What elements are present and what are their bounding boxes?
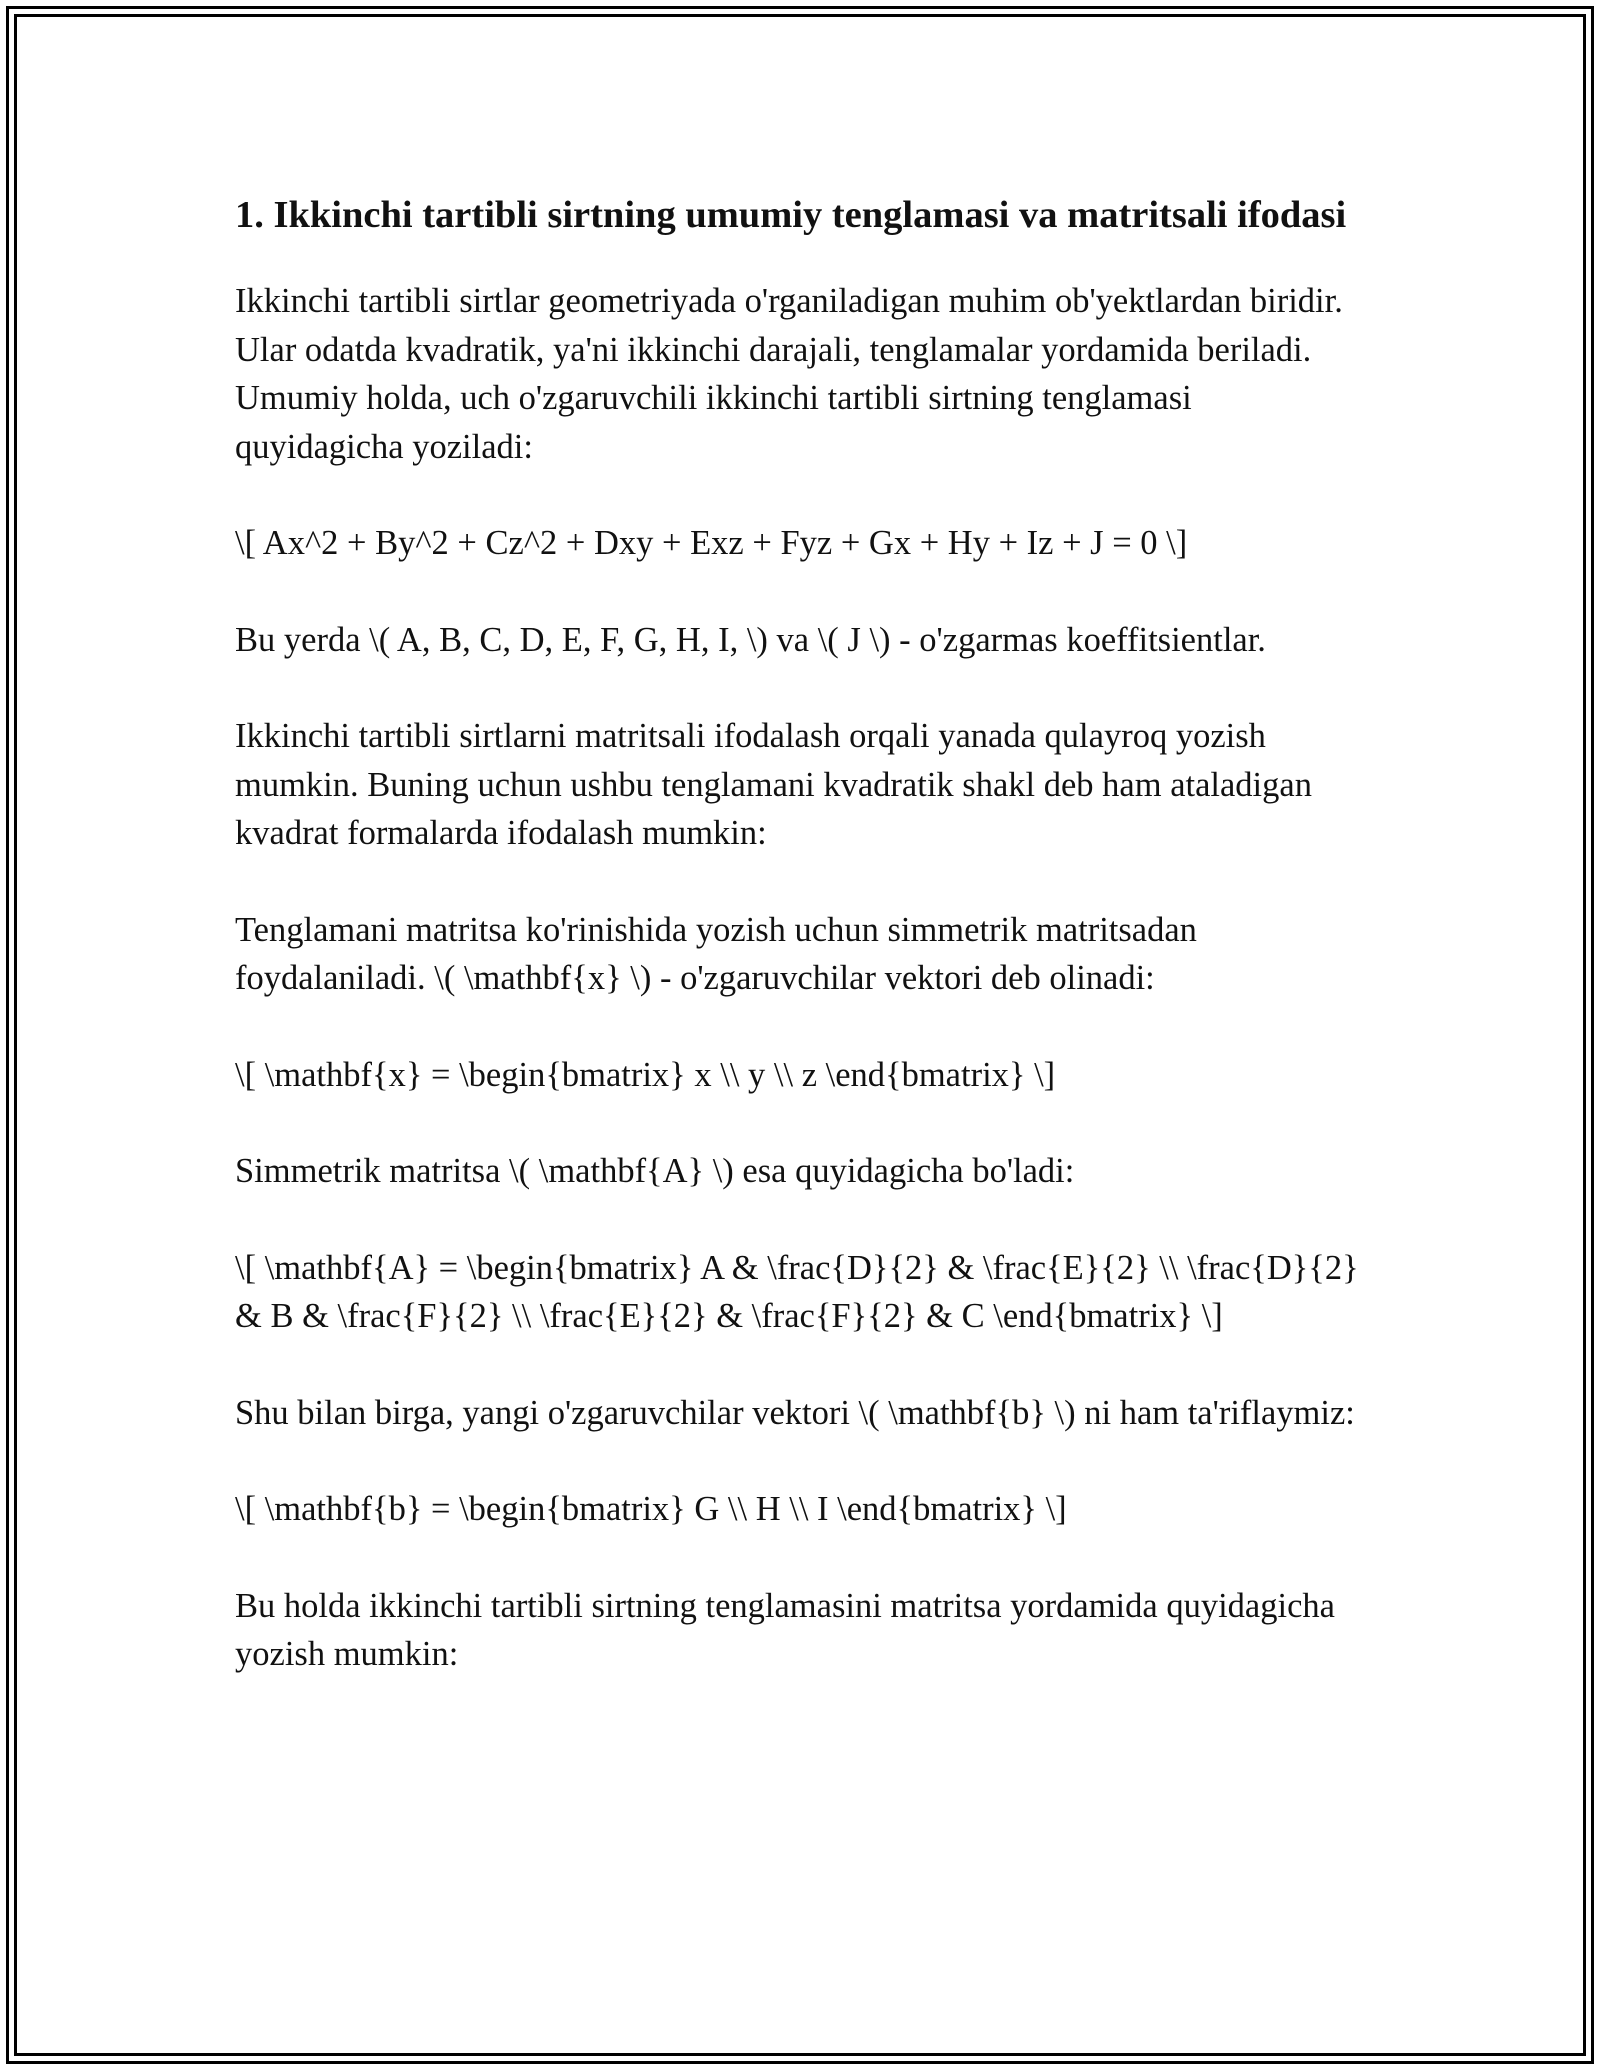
equation-general: \[ Ax^2 + By^2 + Cz^2 + Dxy + Exz + Fyz + Gx + Hy + Iz + J = 0 \] <box>235 524 1188 562</box>
equation-matrix-a: \[ \mathbf{A} = \begin{bmatrix} A & \frac{D}{2} & \frac{E}{2} \\ \frac{D}{2} & B & \frac{F}{2} \\ \frac{E}{2} & \frac{F}{2} & C \end{bmatrix} \] <box>235 1248 1359 1335</box>
paragraph-vector-b: Shu bilan birga, yangi o'zgaruvchilar vektori \( \mathbf{b} \) ni ham ta'riflaymiz: <box>235 1393 1355 1432</box>
paragraph-intro: Ikkinchi tartibli sirtlar geometriyada o'rganiladigan muhim ob'yektlardan biridir. Ular odatda kvadratik, ya'ni ikkinchi darajali, tenglamalar yordamida beriladi. Umumiy holda, uch o'zgaruvchili ikkinchi tartibli sirtning tenglamasi quyidagicha yoziladi: <box>235 282 1343 466</box>
equation-vector-b: \[ \mathbf{b} = \begin{bmatrix} G \\ H \\ I \end{bmatrix} \] <box>235 1490 1067 1528</box>
paragraph-coefficients: Bu yerda \( A, B, C, D, E, F, G, H, I, \) va \( J \) - o'zgarmas koeffitsientlar. <box>235 620 1266 659</box>
equation-vector-x: \[ \mathbf{x} = \begin{bmatrix} x \\ y \\ z \end{bmatrix} \] <box>235 1055 1056 1094</box>
paragraph-vector-x: Tenglamani matritsa ko'rinishida yozish uchun simmetrik matritsadan foydalaniladi. \( \mathbf{x} \) - o'zgaruvchilar vektori deb olinadi: <box>235 910 1197 997</box>
section-heading: 1. Ikkinchi tartibli sirtning umumiy tenglamasi va matritsali ifodasi <box>235 194 1347 236</box>
paragraph-conclusion: Bu holda ikkinchi tartibli sirtning tenglamasini matritsa yordamida quyidagicha yozish mumkin: <box>235 1586 1335 1673</box>
document-body <box>235 188 1365 1727</box>
paragraph-matrix-a: Simmetrik matritsa \( \mathbf{A} \) esa quyidagicha bo'ladi: <box>235 1152 1075 1190</box>
paragraph-matrix-form: Ikkinchi tartibli sirtlarni matritsali ifodalash orqali yanada qulayroq yozish mumkin. Buning uchun ushbu tenglamani kvadratik shakl deb ham ataladigan kvadrat formalarda ifodalash mumkin: <box>235 717 1312 852</box>
